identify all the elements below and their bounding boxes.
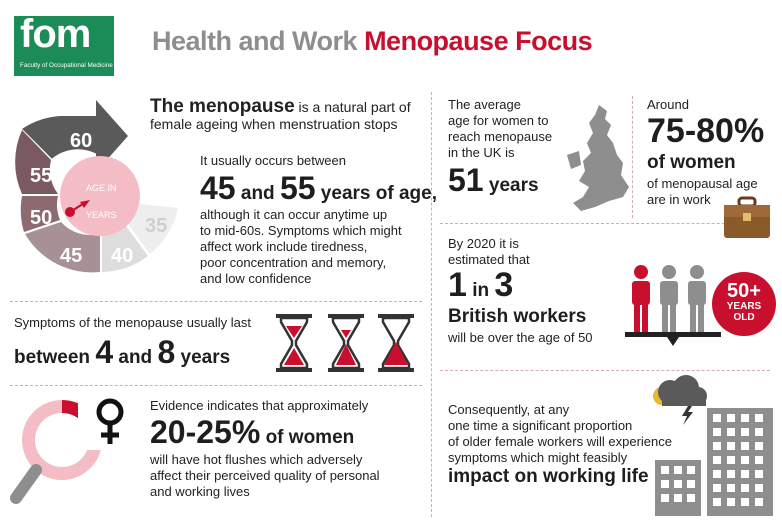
hot-flushes-intro: Evidence indicates that approximately xyxy=(150,398,369,413)
age-range-low: 45 xyxy=(200,170,236,206)
vertical-divider-small xyxy=(632,96,633,218)
average-age-value xyxy=(448,162,539,199)
horizontal-divider-right-2 xyxy=(440,370,770,371)
fifty-plus-badge xyxy=(712,272,776,336)
person-icon xyxy=(632,265,650,332)
hourglass-icon xyxy=(276,314,312,372)
hot-flushes-detail-line: and working lives xyxy=(150,484,250,499)
in-work-line: of menopausal age xyxy=(647,176,758,191)
in-work-percent: 75-80% xyxy=(647,112,765,150)
age-range xyxy=(200,170,437,207)
impact-bold: impact on working life xyxy=(448,466,649,487)
hot-flushes-stat xyxy=(150,414,354,451)
menopause-detail xyxy=(200,207,402,287)
average-age-line: reach menopause xyxy=(448,129,553,144)
menopause-intro-bold: The menopause xyxy=(150,96,295,117)
occurs-intro: It usually occurs between xyxy=(200,153,346,168)
horizontal-divider-left-2 xyxy=(10,385,422,386)
person-icon xyxy=(660,265,678,332)
workers-ratio-one: 1 xyxy=(448,266,467,304)
average-age-number: 51 xyxy=(448,162,484,198)
duration-high: 8 xyxy=(157,334,176,370)
title-grey: Health and Work xyxy=(152,26,358,56)
logo-subtitle: Faculty of Occupational Medicine xyxy=(20,62,113,69)
in-work-line: are in work xyxy=(647,192,711,207)
hot-flushes-detail-line: affect their perceived quality of personal xyxy=(150,468,380,483)
impact-line: one time a significant proportion xyxy=(448,418,633,433)
duration-low: 4 xyxy=(95,334,114,370)
average-age-line: age for women to xyxy=(448,113,549,128)
workers-2020-text xyxy=(448,236,530,268)
gauge-label-50: 50 xyxy=(30,207,53,229)
gauge-needle-pivot xyxy=(65,207,75,217)
duration-years: years xyxy=(175,347,231,368)
gauge-label-35: 35 xyxy=(145,215,168,237)
menopause-intro-rest-1: is a natural part of xyxy=(294,99,411,115)
impact-text xyxy=(448,402,672,466)
gauge-label-55: 55 xyxy=(30,165,53,187)
symptoms-duration-intro: Symptoms of the menopause usually last xyxy=(14,315,252,330)
hourglass-icon xyxy=(378,314,414,372)
menopause-intro-rest-2: female ageing when menstruation stops xyxy=(150,116,398,132)
seesaw-plank xyxy=(625,332,721,337)
magnifier-handle xyxy=(16,470,36,498)
female-symbol-icon xyxy=(78,394,128,450)
hot-flushes-detail-line: will have hot flushes which adversely xyxy=(150,452,363,467)
gauge-center-circle xyxy=(60,156,140,236)
gauge-label-40: 40 xyxy=(111,245,134,267)
office-buildings-icon xyxy=(655,408,775,516)
symptoms-duration-range xyxy=(14,334,230,371)
age-range-high: 55 xyxy=(279,170,316,206)
seesaw-pivot xyxy=(667,337,679,346)
workers-british: British workers xyxy=(448,306,587,327)
gauge-center-label-1: AGE IN xyxy=(86,183,117,193)
uk-map-icon xyxy=(565,103,631,213)
hourglass-icons xyxy=(276,314,416,372)
workers-seesaw-graphic xyxy=(623,262,723,350)
menopause-detail-line: affect work include tiredness, xyxy=(200,239,368,254)
workers-ratio-in: in xyxy=(466,280,495,301)
badge-fifty-plus: 50+ xyxy=(727,280,761,302)
hourglass-icon xyxy=(328,314,364,372)
hot-flushes-percent: 20-25% xyxy=(150,414,261,450)
menopause-detail-line: to mid-60s. Symptoms which might xyxy=(200,223,402,238)
average-age-line: in the UK is xyxy=(448,145,515,160)
menopause-detail-line: although it can occur anytime up xyxy=(200,207,388,222)
horizontal-divider-left-1 xyxy=(10,301,422,302)
menopause-detail-line: and low confidence xyxy=(200,271,312,286)
logo-text: fom xyxy=(20,12,91,56)
gauge-center-label-2: YEARS xyxy=(86,210,117,220)
menopause-detail-line: poor concentration and memory, xyxy=(200,255,387,270)
vertical-divider xyxy=(431,92,432,517)
workers-over-50: will be over the age of 50 xyxy=(448,330,593,345)
gauge-label-45: 45 xyxy=(60,245,83,267)
workers-2020-line: estimated that xyxy=(448,252,530,267)
impact-line: Consequently, at any xyxy=(448,402,570,417)
workers-2020-line: By 2020 it is xyxy=(448,236,519,251)
menopause-intro xyxy=(150,98,420,133)
impact-line: of older female workers will experience xyxy=(448,434,672,449)
page-title xyxy=(152,26,592,57)
average-age-text xyxy=(448,97,552,161)
uk-mainland-shape xyxy=(573,105,629,211)
in-work-of-women: of women xyxy=(647,152,736,173)
duration-and: and xyxy=(113,347,158,368)
badge-old: OLD xyxy=(733,312,755,323)
duration-between: between xyxy=(14,347,96,368)
fom-logo xyxy=(14,12,114,76)
hot-flushes-detail xyxy=(150,452,380,500)
northern-ireland-shape xyxy=(567,151,581,169)
horizontal-divider-right-1 xyxy=(440,223,770,224)
workers-ratio xyxy=(448,266,513,305)
in-work-around: Around xyxy=(647,97,689,112)
briefcase-icon xyxy=(722,196,772,240)
title-accent: Menopause Focus xyxy=(364,26,593,56)
hot-flushes-of-women: of women xyxy=(260,427,355,448)
impact-line: symptoms which might feasibly xyxy=(448,450,628,465)
person-icon xyxy=(688,265,706,332)
female-magnifier-graphic xyxy=(10,392,140,514)
age-range-and: and xyxy=(235,183,280,204)
badge-years: YEARS xyxy=(726,301,762,312)
gauge-label-60: 60 xyxy=(70,130,93,152)
average-age-line: The average xyxy=(448,97,521,112)
age-range-suffix: years of age, xyxy=(315,183,437,204)
average-age-unit: years xyxy=(483,175,539,196)
workers-ratio-three: 3 xyxy=(494,266,514,304)
